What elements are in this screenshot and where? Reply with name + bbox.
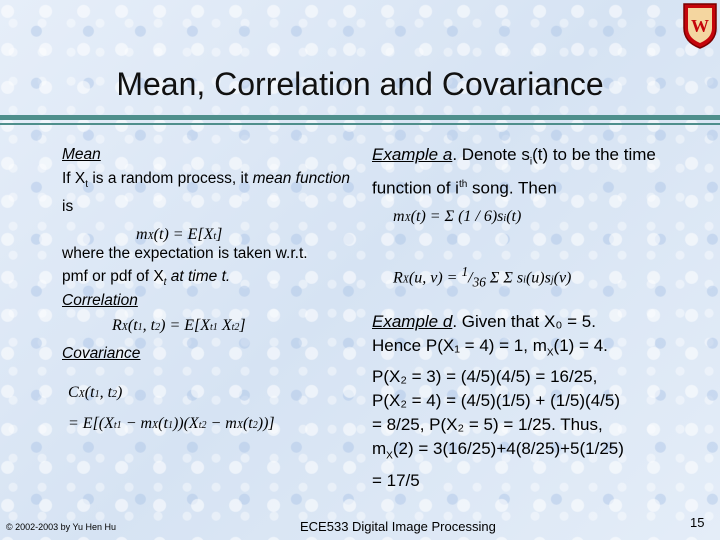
copyright-footer: © 2002-2003 by Yu Hen Hu: [6, 522, 117, 532]
example-d-text: Example d. Given that X₀ = 5. Hence P(X₁ = 4) = 1, $m_X(1) = 4$. P(X₂ = 3) = (4/5)(4/5) = 16/25, P(X₂ = 4) = (4/5)(1/5) + (1/5)(4/5) = 8/25, P(X₂ = 5) = 1/25. Thus, $m_X(2) = 3(16/25)+4(8/25)+5(1/25)$ = 17/5: [372, 312, 624, 490]
correlation-heading: Correlation: [62, 292, 138, 309]
university-crest-logo: [682, 2, 718, 50]
mean-heading: Mean: [62, 146, 101, 163]
mean-equation: mX(t) = E[Xt]: [136, 226, 223, 243]
expectation-note: where the expectation is taken w.r.t. pmf or pdf of $X_t$ at time t.: [62, 245, 308, 289]
example-a-text: Example a. Denote $s_i(t)$ to be the time function of $i^{th}$ song. Then: [372, 145, 656, 199]
example-a-mean-equation: mX(t) = Σ (1 / 6)si(t): [393, 208, 522, 225]
covariance-equation-line2: = E[(Xt1 − mX(t1))(Xt2 − mX(t2))]: [68, 415, 275, 432]
title-rule-thin: [0, 123, 720, 125]
covariance-equation-line1: CX(t1, t2): [68, 384, 123, 401]
title-rule: [0, 115, 720, 120]
svg-text:W: W: [691, 16, 709, 36]
mean-definition: If $X_t$ is a random process, it mean function is: [62, 170, 350, 216]
covariance-heading: Covariance: [62, 345, 141, 362]
example-a-correlation-equation: RX(u, $v) = ^1/_{36}$ Σ Σ si(u)sj(v): [393, 264, 572, 290]
slide-title: Mean, Correlation and Covariance: [116, 66, 604, 102]
page-number: 15: [690, 515, 705, 530]
course-footer: ECE533 Digital Image Processing: [300, 519, 496, 534]
correlation-equation: RX(t1, t2) = E[Xt1 Xt2]: [112, 317, 246, 334]
